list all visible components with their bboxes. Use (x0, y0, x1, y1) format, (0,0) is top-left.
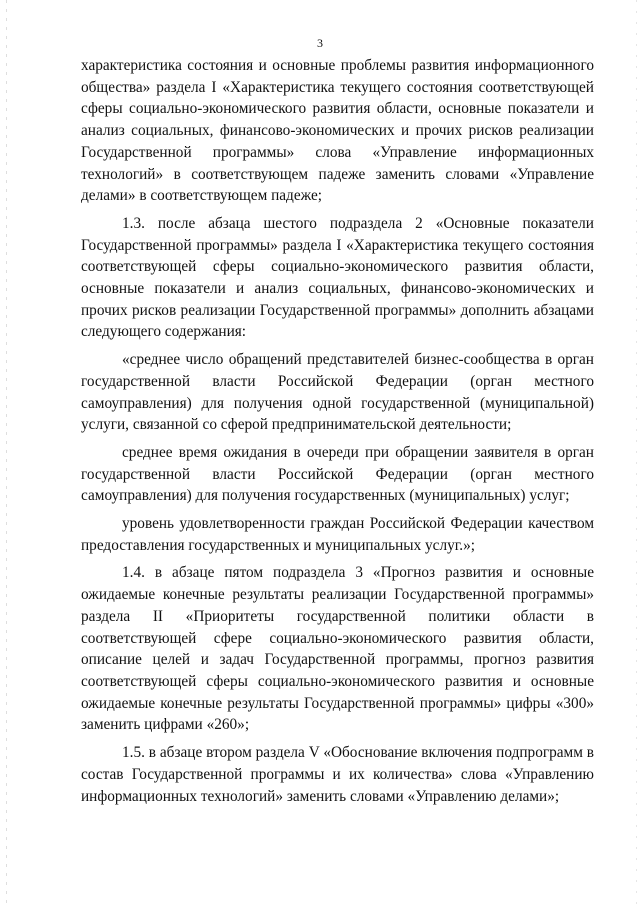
paragraph-item-1-4: 1.4. в абзаце пятом подраздела 3 «Прогноз развития и основные ожидаемые конечные результаты реализации Государственной программы» раздела II «Приоритеты государственной политики области в соответствующей сфере социально-экономического развития области, описание целей и задач Государственной программы, прогноз развития соответствующей сферы социально-экономического развития и основные ожидаемые конечные результаты Государственной программы» цифры «300» заменить цифрами «260»; (81, 564, 594, 734)
paragraph-quote-satisfaction: уровень удовлетворенности граждан Российской Федерации качеством предоставления государственных и муниципальных услуг.»; (81, 515, 594, 554)
page-number: 3 (317, 36, 323, 50)
paragraph-quote-waiting-time: среднее время ожидания в очереди при обращении заявителя в орган государственной власти Российской Федерации (орган местного самоуправления) для получения государственных (муниципальных) услуг; (81, 443, 594, 505)
paragraph-continuation: характеристика состояния и основные проблемы развития информационного общества» раздела I «Характеристика текущего состояния соответствующей сферы социально-экономического развития области, основные показатели и анализ социальных, финансово-экономических и прочих рисков реализации Государственной программы» слова «Управление информационных технологий» в соответствующем падеже заменить словами «Управление делами» в соответствующем падеже; (81, 57, 594, 205)
paragraph-item-1-5: 1.5. в абзаце втором раздела V «Обоснование включения подпрограмм в состав Государственной программы и их количества» слова «Управлению информационных технологий» заменить словами «Управлению делами»; (81, 744, 594, 805)
paragraph-quote-business-requests: «среднее число обращений представителей бизнес-сообщества в орган государственной власти Российской Федерации (орган местного самоуправления) для получения одной государственной (муниципальной) услуги, связанной со сферой предпринимательской деятельности; (81, 351, 594, 434)
paragraph-item-1-3: 1.3. после абзаца шестого подраздела 2 «Основные показатели Государственной программы» раздела I «Характеристика текущего состояния соответствующей сферы социально-экономического развития области, основные показатели и анализ социальных, финансово-экономических и прочих рисков реализации Государственной программы» дополнить абзацами следующего содержания: (81, 214, 594, 341)
scan-edge-right (636, 0, 637, 905)
document-body (81, 55, 594, 807)
scan-edge-left (6, 0, 7, 905)
